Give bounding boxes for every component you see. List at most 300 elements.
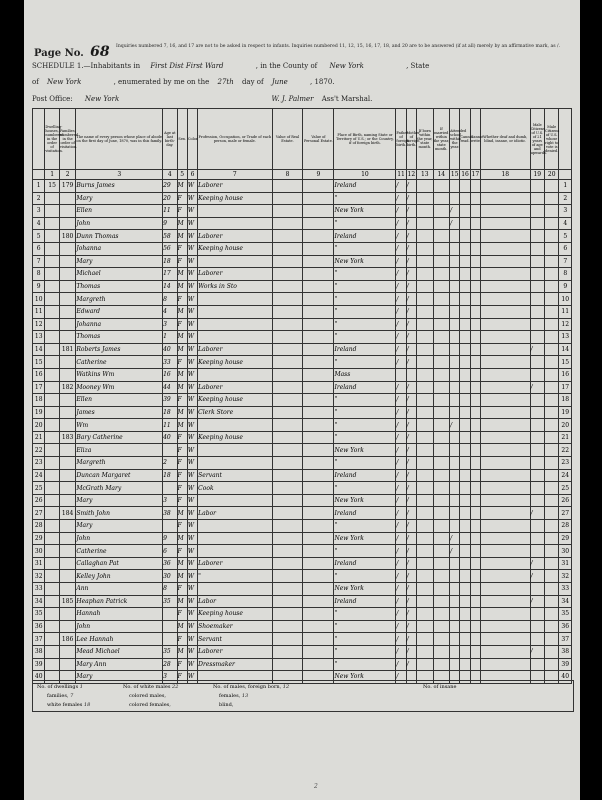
- cannot-read: [460, 545, 470, 558]
- vote-denied: [545, 482, 559, 495]
- mother-foreign: /: [406, 431, 416, 444]
- attended-school: /: [450, 532, 460, 545]
- born-in-year: [417, 431, 434, 444]
- vote-denied: [545, 507, 559, 520]
- dwelling-number: [45, 482, 59, 495]
- family-number: [59, 482, 76, 495]
- born-in-year: [417, 620, 434, 633]
- line-number: 8: [559, 268, 572, 281]
- family-number: [59, 469, 76, 482]
- family-number: [59, 545, 76, 558]
- age: 3: [163, 494, 177, 507]
- county-name: New York: [329, 62, 364, 70]
- birthplace: New York: [334, 532, 396, 545]
- personal-estate: [303, 557, 334, 570]
- column-header: Cannot write.: [470, 109, 480, 170]
- dwelling-number: [45, 620, 59, 633]
- personal-estate: [303, 608, 334, 621]
- cannot-read: [460, 331, 470, 344]
- age: 11: [163, 419, 177, 432]
- color: W: [187, 595, 197, 608]
- line-number: 21: [33, 431, 45, 444]
- mother-foreign: /: [406, 583, 416, 596]
- occupation: [198, 494, 272, 507]
- column-header: Value of Personal Estate.: [303, 109, 334, 170]
- line-number-header: [33, 170, 45, 180]
- born-in-year: [417, 406, 434, 419]
- birthplace: New York: [334, 444, 396, 457]
- column-number: 12: [407, 171, 416, 178]
- column-header: If born within the year, state month.: [417, 109, 434, 170]
- occupation: Laborer: [198, 180, 272, 193]
- color: W: [187, 520, 197, 533]
- color: W: [187, 205, 197, 218]
- birthplace: ": [334, 457, 396, 470]
- color: W: [187, 570, 197, 583]
- mother-foreign: /: [406, 255, 416, 268]
- person-name: Ellen: [76, 205, 163, 218]
- father-foreign: /: [396, 356, 406, 369]
- real-estate: [272, 255, 303, 268]
- line-number: 15: [33, 356, 45, 369]
- cannot-read: [460, 620, 470, 633]
- born-in-year: [417, 520, 434, 533]
- line-number: 38: [33, 645, 45, 658]
- attended-school: [450, 444, 460, 457]
- column-header-row: [33, 109, 572, 170]
- cannot-read: [460, 583, 470, 596]
- age: 35: [163, 595, 177, 608]
- family-number: [59, 242, 76, 255]
- line-number: 31: [559, 557, 572, 570]
- married-in-year: [433, 255, 450, 268]
- personal-estate: [303, 457, 334, 470]
- cannot-read: [460, 217, 470, 230]
- occupation: Keeping house: [198, 394, 272, 407]
- deaf-blind-insane: [481, 343, 531, 356]
- column-header: Male Citizens of U.S. of 21 years of age and upwards.: [530, 109, 544, 170]
- line-number: 39: [559, 658, 572, 671]
- real-estate: [272, 394, 303, 407]
- birthplace: ": [334, 318, 396, 331]
- line-number: 17: [33, 381, 45, 394]
- occupation: [198, 205, 272, 218]
- occupation: [198, 419, 272, 432]
- personal-estate: [303, 192, 334, 205]
- cannot-write: [470, 570, 480, 583]
- table-row: [33, 658, 572, 671]
- male-citizen: [530, 419, 544, 432]
- mother-foreign: /: [406, 494, 416, 507]
- person-name: John: [76, 217, 163, 230]
- line-number: 26: [33, 494, 45, 507]
- sex: M: [177, 381, 187, 394]
- line-number: 11: [33, 305, 45, 318]
- cannot-write: [470, 633, 480, 646]
- birthplace: ": [334, 305, 396, 318]
- vote-denied: [545, 583, 559, 596]
- sex: F: [177, 494, 187, 507]
- male-citizen: [530, 230, 544, 243]
- father-foreign: /: [396, 444, 406, 457]
- column-number: 9: [303, 170, 334, 180]
- birthplace: Ireland: [334, 507, 396, 520]
- mother-foreign: /: [406, 356, 416, 369]
- age: 14: [163, 280, 177, 293]
- father-foreign: /: [396, 381, 406, 394]
- line-number: 8: [33, 268, 45, 281]
- dwelling-number: [45, 645, 59, 658]
- dwelling-number: [45, 368, 59, 381]
- cannot-write: [470, 494, 480, 507]
- male-citizen: [530, 180, 544, 193]
- vote-denied: [545, 368, 559, 381]
- birthplace: New York: [334, 255, 396, 268]
- person-name: Ellen: [76, 394, 163, 407]
- sex: F: [177, 242, 187, 255]
- attended-school: /: [450, 205, 460, 218]
- column-number: 2: [59, 170, 76, 180]
- vote-denied: [545, 242, 559, 255]
- column-number: 16: [461, 171, 469, 178]
- father-foreign: /: [396, 608, 406, 621]
- father-foreign: /: [396, 242, 406, 255]
- line-number: 20: [559, 419, 572, 432]
- married-in-year: [433, 280, 450, 293]
- deaf-blind-insane: [481, 645, 531, 658]
- table-row: [33, 406, 572, 419]
- personal-estate: [303, 494, 334, 507]
- occupation: [198, 293, 272, 306]
- real-estate: [272, 532, 303, 545]
- father-foreign: /: [396, 620, 406, 633]
- cannot-write: [470, 293, 480, 306]
- married-in-year: [433, 217, 450, 230]
- vote-denied: [545, 444, 559, 457]
- column-header: Age at last birth-day.: [163, 109, 177, 170]
- real-estate: [272, 645, 303, 658]
- age: 56: [163, 242, 177, 255]
- color: W: [187, 280, 197, 293]
- father-foreign: /: [396, 255, 406, 268]
- attended-school: [450, 280, 460, 293]
- person-name: Catherine: [76, 545, 163, 558]
- color: W: [187, 255, 197, 268]
- father-foreign: /: [396, 583, 406, 596]
- color: W: [187, 620, 197, 633]
- sex: F: [177, 318, 187, 331]
- male-citizen: [530, 608, 544, 621]
- sex: M: [177, 268, 187, 281]
- sex: M: [177, 280, 187, 293]
- cannot-read: [460, 356, 470, 369]
- personal-estate: [303, 645, 334, 658]
- line-number: 31: [33, 557, 45, 570]
- sex: F: [177, 658, 187, 671]
- cannot-write: [470, 520, 480, 533]
- age: 9: [163, 532, 177, 545]
- male-citizen: [530, 444, 544, 457]
- occupation: Keeping house: [198, 431, 272, 444]
- attended-school: [450, 658, 460, 671]
- line-number: 20: [33, 419, 45, 432]
- birthplace: ": [334, 520, 396, 533]
- born-in-year: [417, 368, 434, 381]
- cannot-read: [460, 255, 470, 268]
- cannot-write: [470, 431, 480, 444]
- deaf-blind-insane: [481, 583, 531, 596]
- foreign-females-count: females, 13: [219, 693, 249, 699]
- column-number: 20: [545, 170, 559, 180]
- family-number: [59, 217, 76, 230]
- mother-foreign: /: [406, 507, 416, 520]
- age: [163, 633, 177, 646]
- table-row: [33, 532, 572, 545]
- sex: F: [177, 205, 187, 218]
- cannot-write: [470, 620, 480, 633]
- male-citizen: [530, 583, 544, 596]
- sex: F: [177, 293, 187, 306]
- line-number: 40: [33, 671, 45, 684]
- male-citizen: [530, 368, 544, 381]
- person-name: Mary Ann: [76, 658, 163, 671]
- dwelling-number: [45, 507, 59, 520]
- deaf-blind-insane: [481, 419, 531, 432]
- table-row: [33, 217, 572, 230]
- sex: M: [177, 570, 187, 583]
- attended-school: [450, 293, 460, 306]
- attended-school: [450, 457, 460, 470]
- color: W: [187, 583, 197, 596]
- born-in-year: [417, 595, 434, 608]
- real-estate: [272, 280, 303, 293]
- person-name: Lee Hannah: [76, 633, 163, 646]
- mother-foreign: /: [406, 180, 416, 193]
- born-in-year: [417, 255, 434, 268]
- cannot-write: [470, 583, 480, 596]
- father-foreign: /: [396, 658, 406, 671]
- color: W: [187, 331, 197, 344]
- person-name: Mary: [76, 255, 163, 268]
- father-foreign: /: [396, 280, 406, 293]
- married-in-year: [433, 293, 450, 306]
- table-row: [33, 457, 572, 470]
- vote-denied: [545, 419, 559, 432]
- column-header: Profession, Occupation, or Trade of each person, male or female.: [198, 109, 272, 170]
- family-number: [59, 494, 76, 507]
- family-number: [59, 192, 76, 205]
- born-in-year: [417, 583, 434, 596]
- line-number: 35: [559, 608, 572, 621]
- cannot-read: [460, 645, 470, 658]
- person-name: Thomas: [76, 280, 163, 293]
- person-name: Smith John: [76, 507, 163, 520]
- sex: M: [177, 180, 187, 193]
- cannot-write: [470, 217, 480, 230]
- attended-school: [450, 381, 460, 394]
- personal-estate: [303, 545, 334, 558]
- line-number: 26: [559, 494, 572, 507]
- father-foreign: /: [396, 482, 406, 495]
- real-estate: [272, 444, 303, 457]
- family-number: [59, 457, 76, 470]
- father-foreign: /: [396, 343, 406, 356]
- person-name: James: [76, 406, 163, 419]
- table-row: [33, 230, 572, 243]
- real-estate: [272, 230, 303, 243]
- dwelling-number: [45, 444, 59, 457]
- column-number: 19: [530, 170, 544, 180]
- table-row: [33, 633, 572, 646]
- dwellings-count: No. of dwellings 1: [37, 684, 83, 690]
- vote-denied: [545, 595, 559, 608]
- column-header: Place of Birth, naming State or Territory of U.S.; or the Country, if of foreign birth.: [334, 109, 396, 170]
- mother-foreign: /: [406, 217, 416, 230]
- person-name: Ann: [76, 583, 163, 596]
- occupation: [198, 532, 272, 545]
- family-number: [59, 305, 76, 318]
- personal-estate: [303, 356, 334, 369]
- married-in-year: [433, 419, 450, 432]
- line-number: 4: [33, 217, 45, 230]
- mother-foreign: /: [406, 469, 416, 482]
- occupation: Servant: [198, 469, 272, 482]
- line-number: 34: [33, 595, 45, 608]
- dwelling-number: 15: [45, 180, 59, 193]
- table-row: [33, 293, 572, 306]
- person-name: Roberts James: [76, 343, 163, 356]
- cannot-write: [470, 318, 480, 331]
- dwelling-number: [45, 520, 59, 533]
- attended-school: [450, 268, 460, 281]
- born-in-year: [417, 381, 434, 394]
- instructions-note: Inquiries numbered 7, 16, and 17 are not to be asked in respect to infants. Inquiries numbered 11, 12, 15, 16, 17, 18, and 20 are to be answered (if at all) merely by an affirmative mark, as /.: [116, 44, 561, 49]
- male-citizen: [530, 394, 544, 407]
- married-in-year: [433, 406, 450, 419]
- birthplace: ": [334, 331, 396, 344]
- deaf-blind-insane: [481, 180, 531, 193]
- vote-denied: [545, 406, 559, 419]
- sex: F: [177, 356, 187, 369]
- age: 33: [163, 356, 177, 369]
- birthplace: Ireland: [334, 180, 396, 193]
- page-stamp: 2: [314, 783, 318, 790]
- enumerated-label: , enumerated by me on the: [113, 78, 210, 86]
- column-header: Father of foreign birth.: [396, 109, 406, 170]
- line-number: 1: [33, 180, 45, 193]
- line-number: 30: [33, 545, 45, 558]
- family-number: [59, 583, 76, 596]
- cannot-write: [470, 645, 480, 658]
- page-number-value: 68: [90, 44, 110, 60]
- male-citizen: /: [530, 381, 544, 394]
- father-foreign: /: [396, 507, 406, 520]
- age: 38: [163, 507, 177, 520]
- attended-school: [450, 494, 460, 507]
- cannot-read: [460, 457, 470, 470]
- occupation: Keeping house: [198, 242, 272, 255]
- vote-denied: [545, 180, 559, 193]
- table-row: [33, 343, 572, 356]
- occupation: [198, 444, 272, 457]
- mother-foreign: /: [406, 205, 416, 218]
- cannot-write: [470, 532, 480, 545]
- male-citizen: /: [530, 645, 544, 658]
- vote-denied: [545, 570, 559, 583]
- real-estate: [272, 520, 303, 533]
- occupation: Laborer: [198, 557, 272, 570]
- enumeration-year: , 1870.: [310, 78, 335, 86]
- post-office-line: [32, 95, 372, 103]
- person-name: Bary Catherine: [76, 431, 163, 444]
- married-in-year: [433, 507, 450, 520]
- dwelling-number: [45, 583, 59, 596]
- age: 6: [163, 545, 177, 558]
- cannot-write: [470, 545, 480, 558]
- personal-estate: [303, 381, 334, 394]
- line-number: 22: [33, 444, 45, 457]
- father-foreign: /: [396, 192, 406, 205]
- enumeration-line: [32, 78, 335, 86]
- deaf-blind-insane: [481, 192, 531, 205]
- attended-school: [450, 633, 460, 646]
- real-estate: [272, 431, 303, 444]
- line-number: 3: [33, 205, 45, 218]
- age: 2: [163, 457, 177, 470]
- married-in-year: [433, 230, 450, 243]
- attended-school: [450, 331, 460, 344]
- person-name: Callaghan Pat: [76, 557, 163, 570]
- born-in-year: [417, 280, 434, 293]
- father-foreign: /: [396, 394, 406, 407]
- attended-school: [450, 230, 460, 243]
- mother-foreign: /: [406, 595, 416, 608]
- cannot-read: [460, 520, 470, 533]
- dwelling-number: [45, 608, 59, 621]
- personal-estate: [303, 293, 334, 306]
- family-number: [59, 368, 76, 381]
- male-citizen: [530, 268, 544, 281]
- column-number: 10: [334, 170, 396, 180]
- line-number: 13: [559, 331, 572, 344]
- attended-school: [450, 255, 460, 268]
- birthplace: ": [334, 645, 396, 658]
- male-citizen: [530, 620, 544, 633]
- occupation: [198, 520, 272, 533]
- cannot-read: [460, 494, 470, 507]
- real-estate: [272, 545, 303, 558]
- line-number: 16: [33, 368, 45, 381]
- color: W: [187, 608, 197, 621]
- age: [163, 520, 177, 533]
- cannot-read: [460, 394, 470, 407]
- birthplace: Ireland: [334, 230, 396, 243]
- column-header: Value of Real Estate.: [272, 109, 303, 170]
- personal-estate: [303, 658, 334, 671]
- line-number: 10: [559, 293, 572, 306]
- male-citizen: [530, 242, 544, 255]
- deaf-blind-insane: [481, 280, 531, 293]
- occupation: [198, 583, 272, 596]
- occupation: Cook: [198, 482, 272, 495]
- married-in-year: [433, 305, 450, 318]
- married-in-year: [433, 570, 450, 583]
- person-name: Catherine: [76, 356, 163, 369]
- cannot-read: [460, 595, 470, 608]
- line-number: 5: [33, 230, 45, 243]
- cannot-read: [460, 532, 470, 545]
- father-foreign: /: [396, 557, 406, 570]
